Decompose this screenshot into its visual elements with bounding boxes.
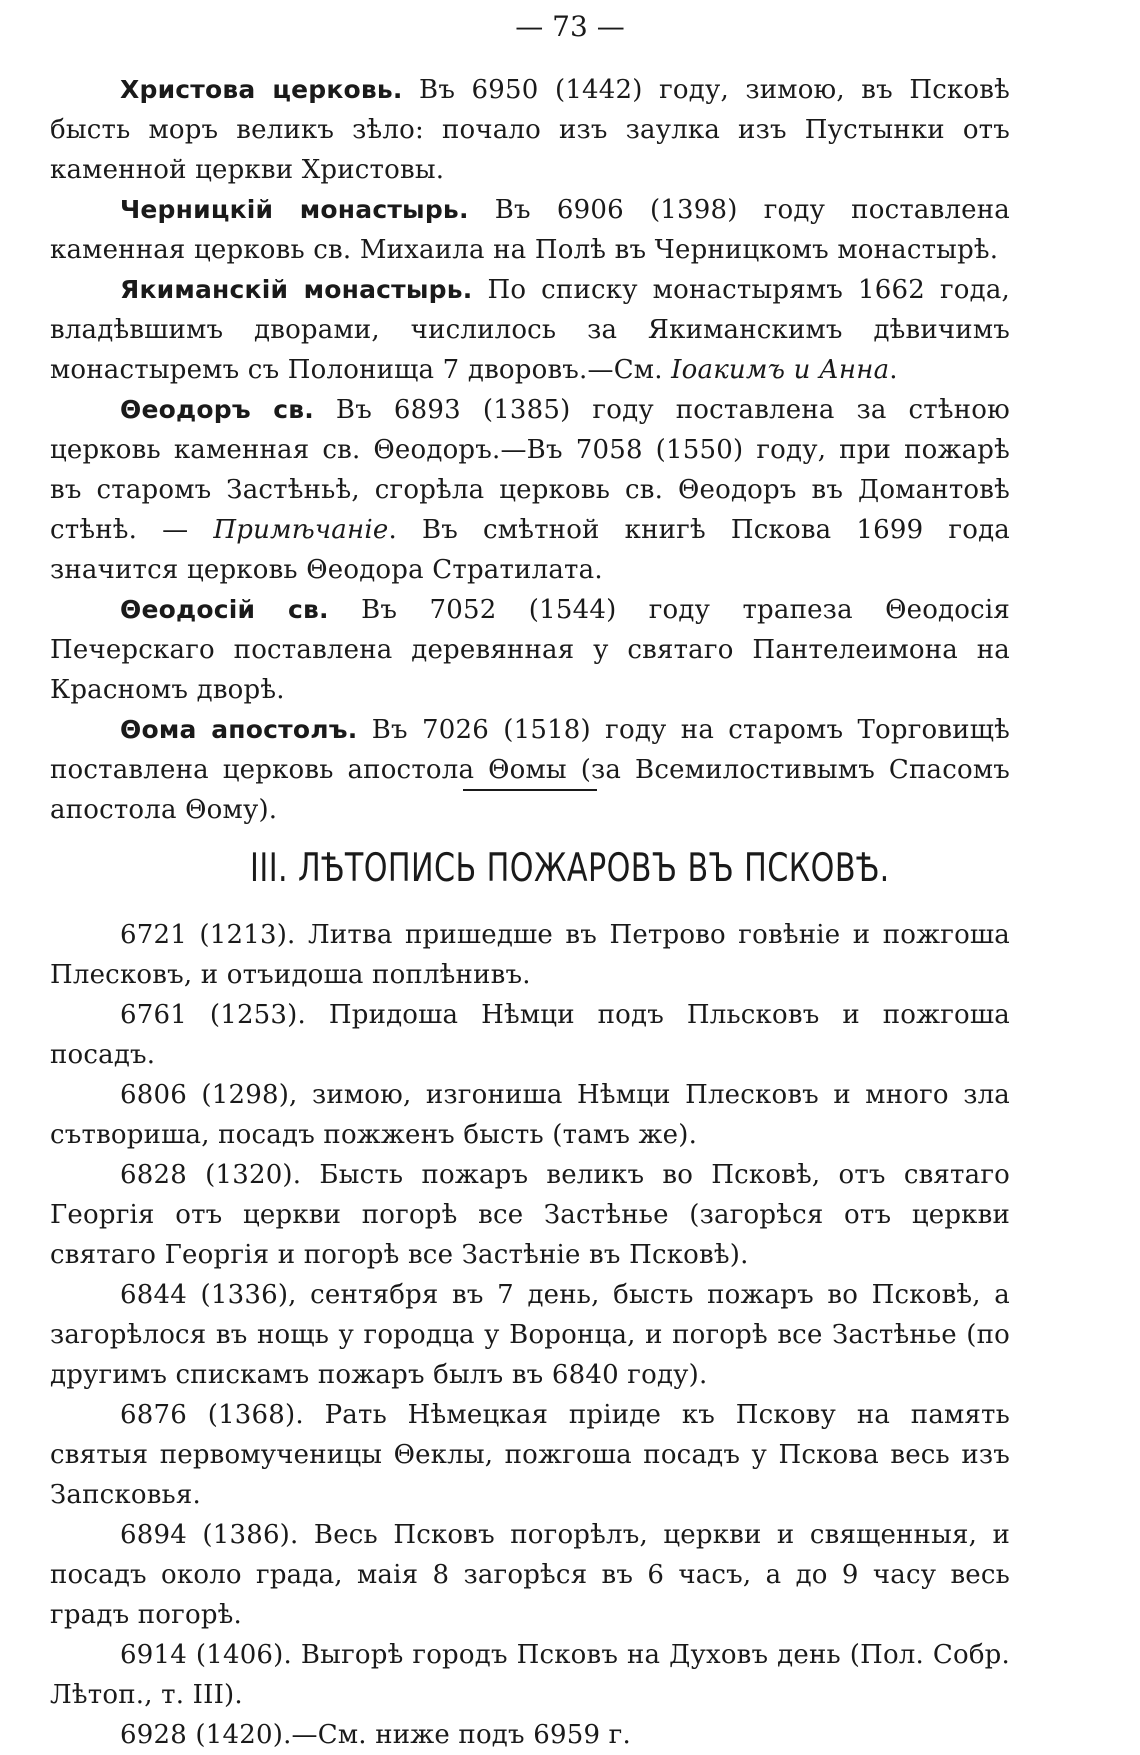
chronicle-entry: 6721 (1213). Литва пришедше въ Петрово говѣніе и пожгоша Плесковъ, и отъидоша поплѣнивъ.	[50, 920, 1010, 990]
chronicle-entry: 6761 (1253). Придоша Нѣмци подъ Пльсковъ и пожгоша посадъ.	[50, 1000, 1010, 1070]
chronicle-section	[50, 915, 1010, 1755]
section-heading-text: III. ЛѢТОПИСЬ ПОЖАРОВЪ ВЪ ПСКОВѢ.	[250, 846, 890, 891]
entry-paragraph	[50, 190, 1010, 270]
section-divider	[463, 789, 597, 791]
entries-section	[50, 70, 1010, 830]
entry-tail: . Въ смѣтной книгѣ Пскова 1699 года значится церковь Θеодора Стратилата.	[50, 515, 1010, 585]
chronicle-entry: 6844 (1336), сентября въ 7 день, бысть пожаръ во Псковѣ, а загорѣлося въ нощь у городца у Воронца, и погорѣ все Застѣнье (по другимъ спискамъ пожаръ былъ въ 6840 году).	[50, 1280, 1010, 1390]
chronicle-entry: 6928 (1420).—См. ниже подъ 6959 г.	[120, 1720, 631, 1750]
chronicle-entry: 6828 (1320). Бысть пожаръ великъ во Псковѣ, отъ святаго Георгія отъ церкви погорѣ все Застѣнье (загорѣся отъ церкви святаго Георгія и погорѣ все Застѣніе въ Псковѣ).	[50, 1160, 1010, 1270]
chronicle-entry: 6876 (1368). Рать Нѣмецкая пріиде къ Пскову на память святыя первомученицы Θеклы, пожгоша посадъ у Пскова весь изъ Запсковья.	[50, 1400, 1010, 1510]
entry-title: Христова церковь.	[120, 75, 403, 104]
chronicle-entry: 6894 (1386). Весь Псковъ погорѣлъ, церкви и священныя, и посадъ около града, маія 8 загорѣся въ 6 часъ, а до 9 часу весь градъ погорѣ.	[50, 1520, 1010, 1630]
entry-text: Въ 6906 (1398) году поставлена каменная церковь св. Михаила на Полѣ въ Черницкомъ монастырѣ.	[50, 195, 1010, 265]
entry-paragraph	[50, 270, 1010, 390]
entry-text: По списку монастырямъ 1662 года, владѣвшимъ дворами, числилось за Якиманскимъ дѣвичимъ монастыремъ съ Полонища 7 дворовъ.—См.	[50, 275, 1010, 385]
entry-paragraph	[50, 590, 1010, 710]
entry-title: Черницкій монастырь.	[120, 195, 469, 224]
entry-title: Θеодосій св.	[120, 595, 329, 624]
entry-text: Въ 7052 (1544) году трапеза Θеодосія Печерскаго поставлена деревянная у святаго Пантелеимона на Красномъ дворѣ.	[50, 595, 1010, 705]
entry-title: Θома апостолъ.	[120, 715, 358, 744]
entry-text: Въ 6950 (1442) году, зимою, въ Псковѣ бысть моръ великъ зѣло: почало изъ заулка изъ Пустынки отъ каменной церкви Христовы.	[50, 75, 1010, 185]
entry-tail: .	[889, 355, 898, 385]
entry-title: Θеодоръ св.	[120, 395, 314, 424]
entry-crossref: Іоакимъ и Анна	[671, 355, 890, 385]
entry-paragraph	[50, 390, 1010, 590]
section-heading	[0, 846, 1140, 891]
entry-paragraph	[50, 710, 1010, 830]
page-number: — 73 —	[515, 10, 625, 43]
entry-note-label: Примѣчаніе	[213, 515, 389, 545]
entry-title: Якиманскій монастырь.	[120, 275, 473, 304]
chronicle-entry: 6806 (1298), зимою, изгониша Нѣмци Плесковъ и много зла сътвориша, посадъ пожженъ бысть (тамъ же).	[50, 1080, 1010, 1150]
entry-paragraph	[50, 70, 1010, 190]
entry-text: Въ 7026 (1518) году на старомъ Торговищѣ поставлена церковь апостола Θомы (за Всемилостивымъ Спасомъ апостола Θому).	[50, 715, 1011, 825]
entry-text: Въ 6893 (1385) году поставлена за стѣною церковь каменная св. Θеодоръ.—Въ 7058 (1550) году, при пожарѣ въ старомъ Застѣньѣ, сгорѣла церковь св. Θеодоръ въ Домантовѣ стѣнѣ. —	[50, 395, 1010, 545]
chronicle-entry: 6914 (1406). Выгорѣ городъ Псковъ на Духовъ день (Пол. Собр. Лѣтоп., т. III).	[50, 1640, 1010, 1710]
